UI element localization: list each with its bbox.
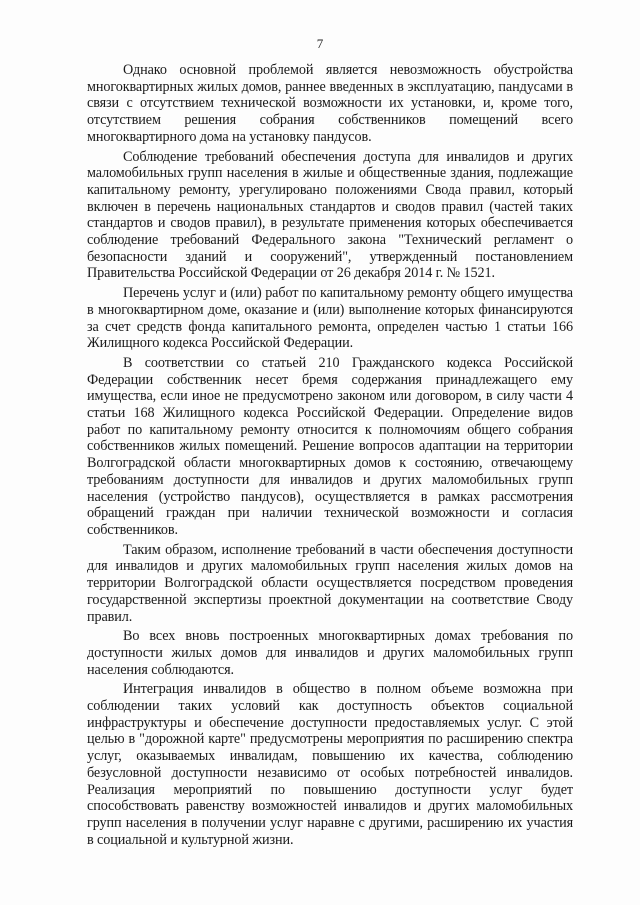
paragraph-access-requirements: Соблюдение требований обеспечения доступа для инвалидов и других маломобильных групп населения в жилые и общественные здания, подлежащие капитальному ремонту, урегулировано положениями Свода правил, который включен в перечень национальных стандартов и сводов правил (частей таких стандартов и сводов правил), в результате применения которых обеспечивается соблюдение требований Федерального закона "Технический регламент о безопасности зданий и сооружений", утвержденный постановлением Правительства Российской Федерации от 26 декабря 2014 г. № 1521. [87, 148, 573, 282]
paragraph-conclusion-expertise: Таким образом, исполнение требований в части обеспечения доступности для инвалидов и других маломобильных групп населения жилых домов на территории Волгоградской области осуществляется посредством проведения государственной экспертизы проектной документации на соответствие Своду правил. [87, 541, 573, 625]
paragraph-repair-services-list: Перечень услуг и (или) работ по капитальному ремонту общего имущества в многоквартирном доме, оказание и (или) выполнение которых финансируются за счет средств фонда капитального ремонта, определен частью 1 статьи 166 Жилищного кодекса Российской Федерации. [87, 285, 573, 352]
page-number: 7 [316, 36, 324, 51]
paragraph-ramp-problem: Однако основной проблемой является невозможность обустройства многоквартирных жилых домов, раннее введенных в эксплуатацию, пандусами в связи с отсутствием технической возможности их установки, и, кроме того, отсутствием решения собрания собственников помещений всего многоквартирного дома на установку пандусов. [87, 62, 573, 145]
paragraph-owner-burden: В соответствии со статьей 210 Гражданского кодекса Российской Федерации собственник несет бремя содержания принадлежащего ему имущества, если иное не предусмотрено законом или договором, в силу части 4 статьи 168 Жилищного кодекса Российской Федерации. Определение видов работ по капитальному ремонту относится к полномочиям общего собрания собственников жилых помещений. Решение вопросов адаптации на территории Волгоградской области многоквартирных домов к состоянию, отвечающему требованиям доступности для инвалидов и других маломобильных групп населения (устройство пандусов), осуществляется в рамках рассмотрения обращений граждан при наличии технической возможности и согласия собственников. [87, 354, 573, 538]
document-body [87, 62, 573, 848]
paragraph-integration: Интеграция инвалидов в общество в полном объеме возможна при соблюдении таких условий как доступность объектов социальной инфраструктуры и обеспечение доступности предоставляемых услуг. С этой целью в "дорожной карте" предусмотрены мероприятия по расширению спектра услуг, оказываемых инвалидам, повышению их качества, соблюдению безусловной доступности независимо от особых потребностей инвалидов. Реализация мероприятий по повышению доступности услуг будет способствовать равенству возможностей инвалидов и других маломобильных групп населения в получении услуг наравне с другими, расширению их участия в социальной и культурной жизни. [87, 681, 573, 848]
paragraph-new-buildings: Во всех вновь построенных многоквартирных домах требования по доступности жилых домов для инвалидов и других маломобильных групп населения соблюдаются. [87, 628, 573, 678]
